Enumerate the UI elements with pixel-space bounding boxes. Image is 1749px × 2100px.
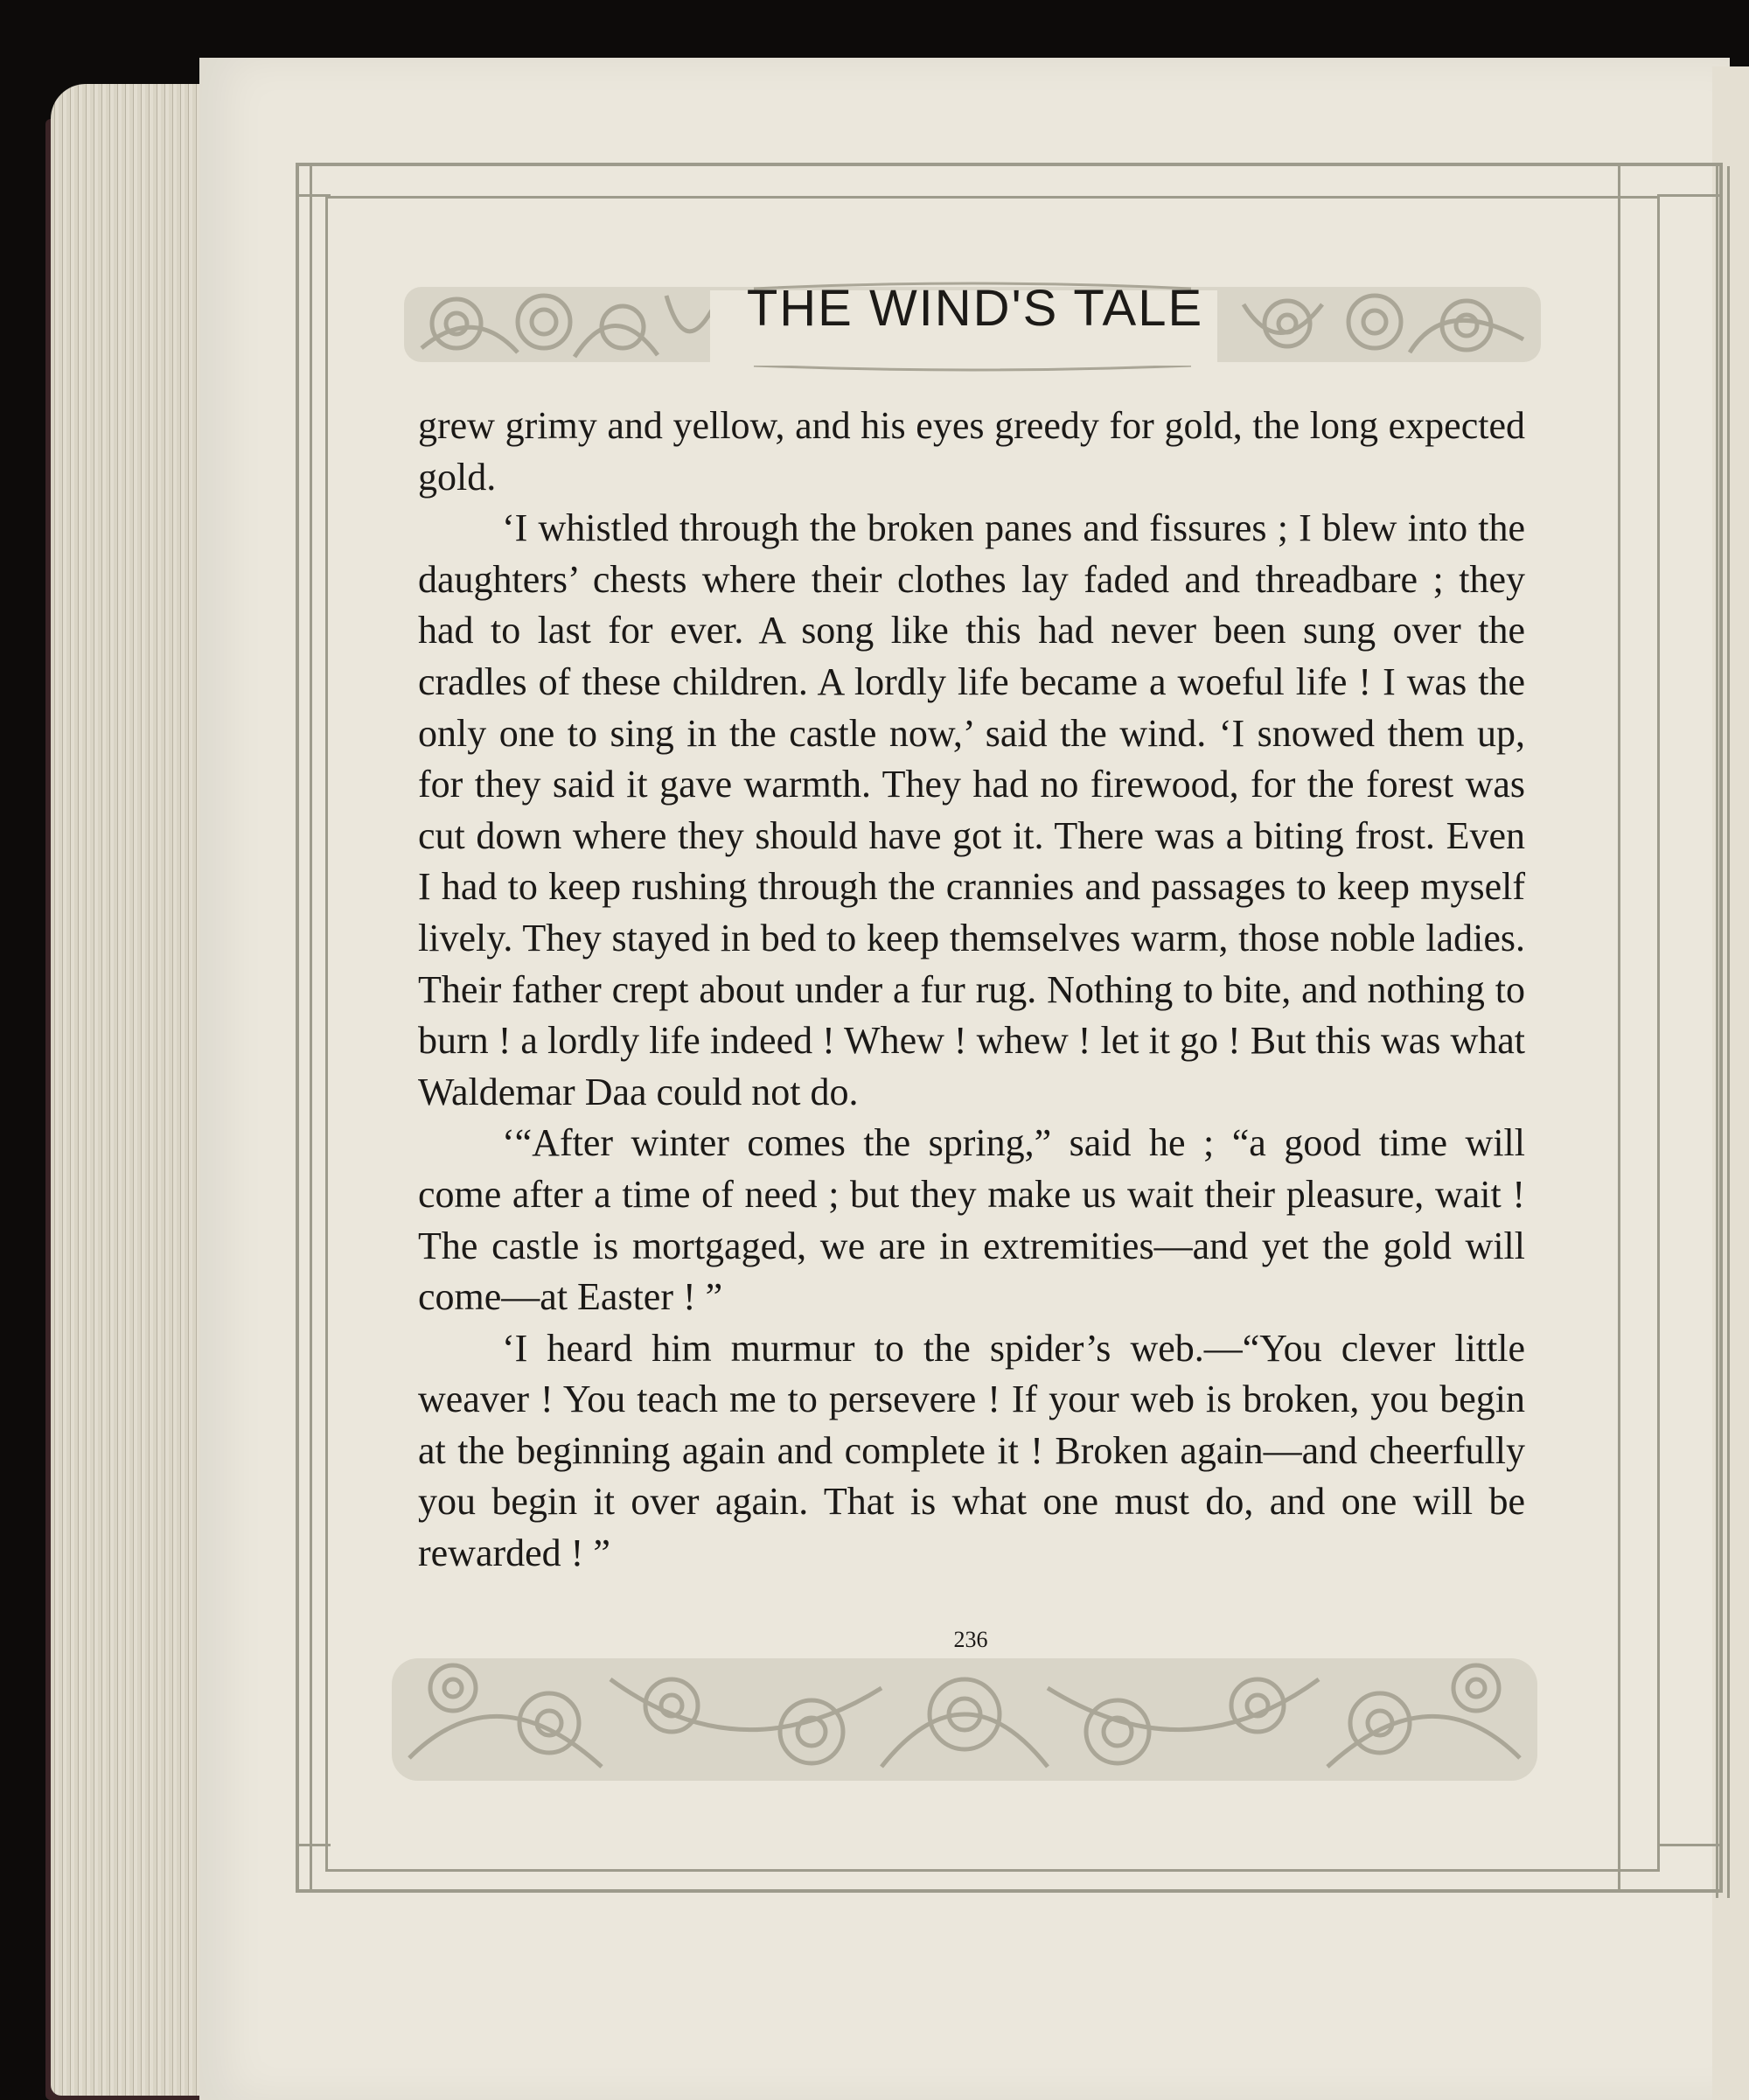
frame-rule-right-vertical <box>1618 163 1620 1893</box>
paragraph: grew grimy and yellow, and his eyes greedy for gold, the long expected gold. <box>418 404 1525 499</box>
footer-ornament <box>392 1653 1537 1784</box>
frame-rule-top-left <box>296 194 331 197</box>
paragraph: ‘“After winter comes the spring,” said he ; “a good time will come after a time of need ; but they make us wait their pleasure, wait ! The castle is mortgaged, we are in extremities—and yet the gold will come—at Easter ! ” <box>418 1121 1525 1319</box>
running-head: THE WIND'S TALE <box>746 280 1204 337</box>
floral-scroll-ornament-icon <box>392 1653 1537 1784</box>
body-text <box>418 401 1525 1580</box>
frame-rule-top-right <box>1657 194 1723 197</box>
paragraph: ‘I heard him murmur to the spider’s web.—“You clever little weaver ! You teach me to persevere ! If your web is broken, you begin at the beginning again and complete it ! Broken again—and cheerfully you begin it over again. That is what one must do, and one will be rewarded ! ” <box>418 1326 1525 1575</box>
frame-rule-left-vertical <box>310 163 312 1893</box>
frame-rule-bottom-right <box>1657 1844 1723 1846</box>
paragraph: ‘I whistled through the broken panes and fissures ; I blew into the daughters’ chests where their clothes lay faded and threadbare ; they had to last for ever. A song like this had never been sung over the cradles of these children. A lordly life became a woeful life ! I was the only one to sing in the castle now,’ said the wind. ‘I snowed them up, for they said it gave warmth. They had no firewood, for the forest was cut down where they should have got it. There was a biting frost. Even I had to keep rushing through the crannies and passages to keep myself lively. They stayed in bed to keep themselves warm, those noble ladies. Their father crept about under a fur rug. Nothing to bite, and nothing to burn ! a lordly life indeed ! Whew ! whew ! let it go ! But this was what Waldemar Daa could not do. <box>418 506 1525 1113</box>
page-edges <box>51 84 208 2096</box>
frame-rule-bottom-left <box>296 1844 331 1846</box>
page-number: 236 <box>953 1627 988 1652</box>
